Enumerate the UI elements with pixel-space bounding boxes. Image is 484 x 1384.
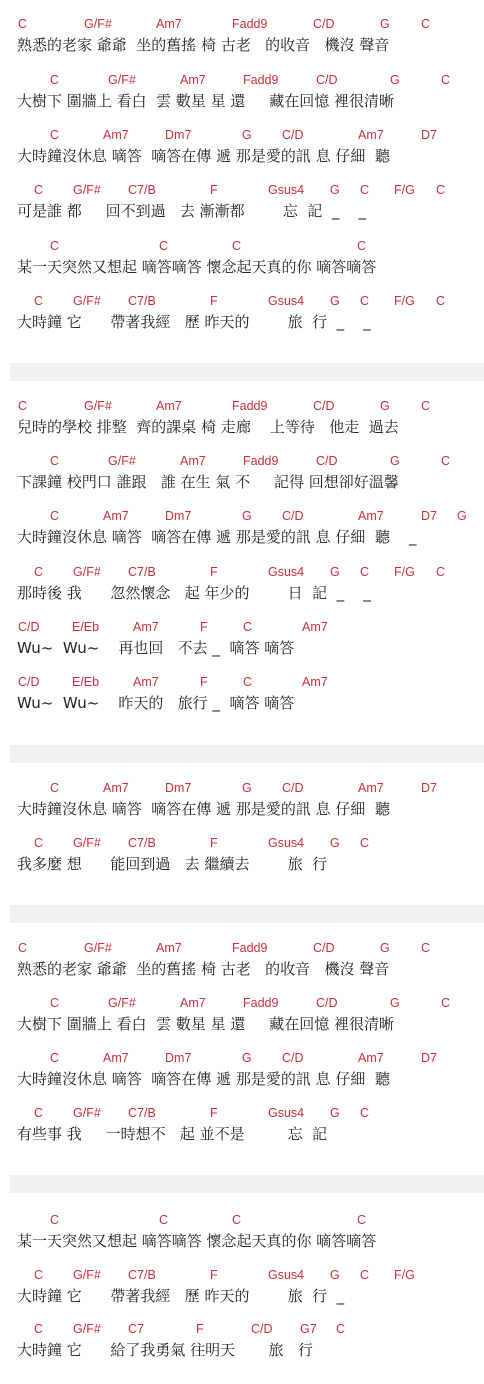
chord-label: Gsus4 <box>268 294 305 308</box>
chord-label: C <box>50 1051 60 1065</box>
chord-label: C7 <box>128 1322 144 1336</box>
chord-label: C <box>360 1106 370 1120</box>
chord-label: G <box>380 399 390 413</box>
lyric-text: Wu~ Wu~ 再也回 不去 _ 嘀答 嘀答 <box>17 639 295 657</box>
chord-label: G <box>330 1106 340 1120</box>
lyric-text: 某一天突然又想起 嘀答嘀答 懷念起天真的你 嘀答嘀答 <box>17 258 377 276</box>
chord-label: F <box>210 1106 218 1120</box>
lyric-text: 大時鐘沒休息 嘀答 嘀答在傳 遞 那是愛的訊 息 仔細 聽 _ <box>17 528 417 546</box>
chord-label: G <box>457 509 467 523</box>
chord-label: G <box>330 836 340 850</box>
chord-label: C/D <box>313 399 335 413</box>
chord-label: C/D <box>282 509 304 523</box>
chord-label: F/G <box>394 1268 415 1282</box>
song-line <box>0 453 484 493</box>
chord-label: F <box>210 183 218 197</box>
chord-label: C7/B <box>128 294 156 308</box>
chord-label: C/D <box>316 996 338 1010</box>
chord-label: C <box>360 1268 370 1282</box>
chord-label: Fadd9 <box>243 73 279 87</box>
chord-label: C <box>232 239 242 253</box>
chord-label: D7 <box>421 1051 437 1065</box>
chord-label: G <box>330 565 340 579</box>
chord-label: C <box>159 239 169 253</box>
song-line <box>0 127 484 167</box>
lyric-text: 熟悉的老家 爺爺 坐的舊搖 椅 古老 的收音 機沒 聲音 <box>17 36 390 54</box>
chord-label: Dm7 <box>165 509 192 523</box>
chord-label: C <box>360 294 370 308</box>
chord-label: G/F# <box>84 399 112 413</box>
chord-label: C7/B <box>128 183 156 197</box>
chord-label: G <box>242 781 252 795</box>
song-line <box>0 1105 484 1145</box>
lyric-text: 大樹下 圍牆上 看白 雲 數星 星 還 藏在回憶 裡很清晰 <box>17 92 394 110</box>
lyric-text: 大時鐘沒休息 嘀答 嘀答在傳 遞 那是愛的訊 息 仔細 聽 <box>17 800 390 818</box>
chord-label: D7 <box>421 781 437 795</box>
chord-label: G/F# <box>73 1322 101 1336</box>
song-line <box>0 674 484 714</box>
section-separator <box>10 745 484 763</box>
chord-label: Fadd9 <box>232 17 268 31</box>
chord-label: Am7 <box>358 1051 384 1065</box>
chord-label: C <box>436 565 446 579</box>
lyric-text: 大樹下 圍牆上 看白 雲 數星 星 還 藏在回憶 裡很清晰 <box>17 1015 394 1033</box>
chord-label: G/F# <box>73 183 101 197</box>
chord-label: C <box>243 675 253 689</box>
chord-label: Dm7 <box>165 1051 192 1065</box>
chord-label: C <box>436 183 446 197</box>
chord-label: E/Eb <box>72 675 100 689</box>
lyric-text: 我多麼 想 能回到過 去 繼續去 旅 行 <box>17 855 328 873</box>
chord-label: Gsus4 <box>268 836 305 850</box>
lyric-text: 可是誰 都 回不到過 去 漸漸都 忘 記 _ _ <box>17 202 366 220</box>
chord-label: Am7 <box>180 454 206 468</box>
chord-label: C <box>34 1268 44 1282</box>
chord-label: G/F# <box>84 941 112 955</box>
chord-label: E/Eb <box>72 620 100 634</box>
chord-label: Am7 <box>180 996 206 1010</box>
lyric-text: 大時鐘 它 帶著我經 歷 昨天的 旅 行 _ <box>17 1287 345 1305</box>
chord-label: C <box>360 183 370 197</box>
lyric-text: 下課鐘 校門口 誰跟 誰 在生 氣 不 記得 回想卻好溫馨 <box>17 473 399 491</box>
chord-label: Am7 <box>358 781 384 795</box>
chord-label: C <box>436 294 446 308</box>
chord-label: Am7 <box>358 509 384 523</box>
chord-label: G <box>380 17 390 31</box>
lyric-text: 有些事 我 一時想不 起 並不是 忘 記 <box>17 1125 328 1143</box>
song-line <box>0 16 484 56</box>
chord-label: F/G <box>394 183 415 197</box>
song-line <box>0 780 484 820</box>
chord-label: F <box>196 1322 204 1336</box>
chord-label: C/D <box>313 17 335 31</box>
chord-label: C <box>441 73 451 87</box>
song-line <box>0 619 484 659</box>
lyric-text: Wu~ Wu~ 昨天的 旅行 _ 嘀答 嘀答 <box>17 694 295 712</box>
song-line <box>0 508 484 548</box>
chord-label: F <box>210 836 218 850</box>
lyric-text: 大時鐘 它 帶著我經 歷 昨天的 旅 行 _ _ <box>17 313 371 331</box>
song-line <box>0 182 484 222</box>
chord-label: C <box>50 781 60 795</box>
chord-label: C <box>441 996 451 1010</box>
chord-label: C <box>34 565 44 579</box>
chord-label: C <box>360 565 370 579</box>
chord-label: Gsus4 <box>268 1106 305 1120</box>
chord-label: C7/B <box>128 1106 156 1120</box>
chord-label: Fadd9 <box>232 399 268 413</box>
chord-label: C <box>441 454 451 468</box>
chord-label: Am7 <box>103 781 129 795</box>
song-line <box>0 238 484 278</box>
chord-label: C <box>18 399 28 413</box>
chord-label: C <box>18 17 28 31</box>
section-separator <box>10 905 484 923</box>
chord-label: Dm7 <box>165 128 192 142</box>
chord-label: Fadd9 <box>232 941 268 955</box>
chord-label: G <box>380 941 390 955</box>
song-line <box>0 564 484 604</box>
chord-label: C <box>421 941 431 955</box>
chord-label: G/F# <box>73 1106 101 1120</box>
chord-label: Am7 <box>180 73 206 87</box>
chord-label: Am7 <box>103 128 129 142</box>
chord-label: G7 <box>300 1322 317 1336</box>
chord-label: F/G <box>394 565 415 579</box>
chord-label: C <box>360 836 370 850</box>
song-line <box>0 293 484 333</box>
chord-label: G/F# <box>108 996 136 1010</box>
chord-label: G/F# <box>84 17 112 31</box>
chord-label: Am7 <box>156 399 182 413</box>
chord-label: Fadd9 <box>243 454 279 468</box>
chord-label: C7/B <box>128 1268 156 1282</box>
chord-label: C <box>357 239 367 253</box>
chord-label: F <box>210 565 218 579</box>
chord-label: C <box>50 996 60 1010</box>
chord-label: G <box>390 454 400 468</box>
chord-label: C/D <box>316 454 338 468</box>
chord-label: C/D <box>316 73 338 87</box>
chord-label: Am7 <box>103 1051 129 1065</box>
chord-label: F <box>200 675 208 689</box>
chord-label: C <box>34 836 44 850</box>
chord-label: C/D <box>282 781 304 795</box>
chord-label: C7/B <box>128 836 156 850</box>
chord-label: C <box>50 73 60 87</box>
chord-label: G <box>242 1051 252 1065</box>
lyric-text: 熟悉的老家 爺爺 坐的舊搖 椅 古老 的收音 機沒 聲音 <box>17 960 390 978</box>
lyric-text: 兒時的學校 排整 齊的課桌 椅 走廊 上等待 他走 過去 <box>17 418 399 436</box>
chord-label: Am7 <box>302 620 328 634</box>
chord-label: C <box>421 17 431 31</box>
chord-label: Am7 <box>358 128 384 142</box>
chord-label: C/D <box>282 1051 304 1065</box>
lyric-text: 大時鐘 它 給了我勇氣 往明天 旅 行 <box>17 1341 313 1359</box>
section-separator <box>10 363 484 381</box>
chord-label: G <box>242 509 252 523</box>
chord-label: Am7 <box>156 941 182 955</box>
chord-label: C <box>421 399 431 413</box>
chord-label: G/F# <box>73 1268 101 1282</box>
chord-label: G <box>242 128 252 142</box>
chord-label: C <box>357 1213 367 1227</box>
chord-label: Gsus4 <box>268 1268 305 1282</box>
song-line <box>0 1212 484 1252</box>
chord-label: F <box>210 1268 218 1282</box>
chord-label: F <box>210 294 218 308</box>
chord-label: F <box>200 620 208 634</box>
chord-label: G <box>390 73 400 87</box>
chord-label: C/D <box>313 941 335 955</box>
chord-label: Am7 <box>103 509 129 523</box>
chord-label: Am7 <box>156 17 182 31</box>
song-line <box>0 940 484 980</box>
chord-label: Am7 <box>133 675 159 689</box>
lyric-text: 那時後 我 忽然懷念 起 年少的 日 記 _ _ <box>17 584 371 602</box>
chord-label: C/D <box>251 1322 273 1336</box>
chord-label: C <box>232 1213 242 1227</box>
song-line <box>0 1267 484 1307</box>
chord-label: C <box>243 620 253 634</box>
chord-label: Gsus4 <box>268 565 305 579</box>
chord-label: C/D <box>282 128 304 142</box>
chord-label: C <box>50 454 60 468</box>
lyric-text: 大時鐘沒休息 嘀答 嘀答在傳 遞 那是愛的訊 息 仔細 聽 <box>17 147 390 165</box>
song-line <box>0 1050 484 1090</box>
chord-label: C/D <box>18 620 40 634</box>
chord-label: Am7 <box>302 675 328 689</box>
chord-label: G/F# <box>108 454 136 468</box>
song-line <box>0 1321 484 1361</box>
chord-label: C <box>50 509 60 523</box>
chord-label: C <box>50 1213 60 1227</box>
chord-label: C <box>34 294 44 308</box>
chord-label: D7 <box>421 509 437 523</box>
chord-label: G/F# <box>73 836 101 850</box>
chord-label: C <box>34 1322 44 1336</box>
chord-label: G <box>330 1268 340 1282</box>
song-line <box>0 835 484 875</box>
chord-label: C <box>336 1322 346 1336</box>
song-line <box>0 398 484 438</box>
chord-label: C <box>34 1106 44 1120</box>
chord-label: C <box>34 183 44 197</box>
chord-label: C/D <box>18 675 40 689</box>
chord-label: C <box>50 239 60 253</box>
chord-label: G/F# <box>73 294 101 308</box>
chord-label: Am7 <box>133 620 159 634</box>
section-separator <box>10 1175 484 1193</box>
chord-label: C <box>159 1213 169 1227</box>
chord-label: Dm7 <box>165 781 192 795</box>
chord-label: G/F# <box>73 565 101 579</box>
chord-label: G/F# <box>108 73 136 87</box>
chord-label: G <box>390 996 400 1010</box>
chord-label: C <box>18 941 28 955</box>
lyric-text: 大時鐘沒休息 嘀答 嘀答在傳 遞 那是愛的訊 息 仔細 聽 <box>17 1070 390 1088</box>
chord-label: F/G <box>394 294 415 308</box>
chord-label: G <box>330 294 340 308</box>
song-line <box>0 72 484 112</box>
chord-label: D7 <box>421 128 437 142</box>
lyric-text: 某一天突然又想起 嘀答嘀答 懷念起天真的你 嘀答嘀答 <box>17 1232 377 1250</box>
chord-label: Fadd9 <box>243 996 279 1010</box>
chord-label: Gsus4 <box>268 183 305 197</box>
chord-label: C7/B <box>128 565 156 579</box>
chord-label: C <box>50 128 60 142</box>
chord-label: G <box>330 183 340 197</box>
song-line <box>0 995 484 1035</box>
